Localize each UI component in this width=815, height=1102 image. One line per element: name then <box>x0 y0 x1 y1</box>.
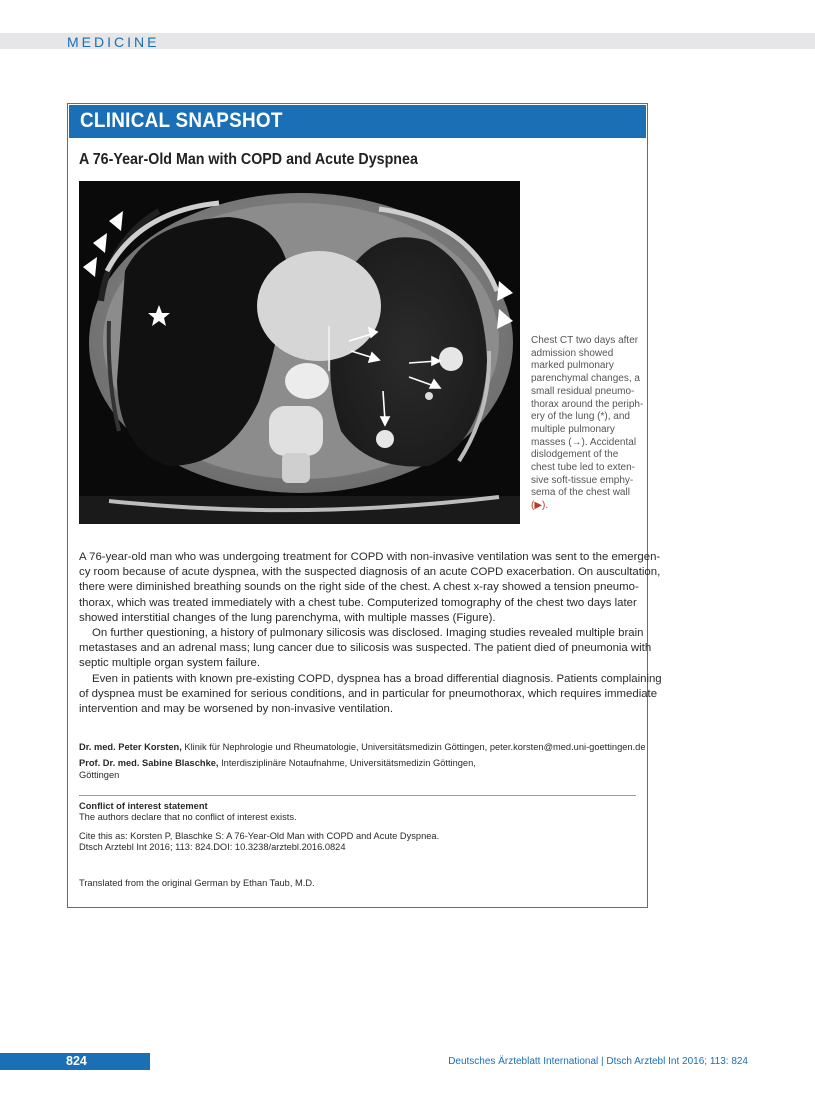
body-line: septic multiple organ system failure. <box>79 657 261 670</box>
caption-line: sema of the chest wall <box>531 487 630 499</box>
caption-line: admission showed <box>531 347 614 359</box>
chest-ct-image <box>79 181 520 524</box>
body-line: metastases and an adrenal mass; lung cancer due to silicosis was suspected. The patient died of pneumonia with <box>79 642 652 655</box>
body-line: On further questioning, a history of pulmonary silicosis was disclosed. Imaging studies revealed multiple brain <box>92 627 644 640</box>
journal-citation: Deutsches Ärzteblatt International | Dtsch Arztebl Int 2016; 113: 824 <box>448 1056 748 1067</box>
divider <box>79 795 636 796</box>
author-blaschke <box>79 757 476 769</box>
article-body <box>79 550 662 717</box>
body-line: thorax, which was treated immediately with a chest tube. Computerized tomography of the chest two days later <box>79 596 637 609</box>
body-line: cy room because of acute dyspnea, with the suspected diagnosis of an acute COPD exacerbation. On auscultation, <box>79 566 661 579</box>
caption-line: parenchymal changes, a <box>531 373 640 385</box>
body-line: showed interstitial changes of the lung parenchyma, with multiple masses (Figure). <box>79 611 496 624</box>
author-name: Prof. Dr. med. Sabine Blaschke, <box>79 758 219 768</box>
citation-line-2: Dtsch Arztebl Int 2016; 113: 824.DOI: 10.3238/arztebl.2016.0824 <box>79 842 346 852</box>
caption-line: Chest CT two days after <box>531 335 639 346</box>
page-number: 824 <box>66 1054 87 1068</box>
caption-line: chest tube led to exten- <box>531 462 635 474</box>
body-line: intervention and may be worsened by non-invasive ventilation. <box>79 703 394 716</box>
caption-line: masses (→). Accidental <box>531 436 637 448</box>
author-name: Dr. med. Peter Korsten, <box>79 742 182 752</box>
caption-line: ery of the lung (*), and <box>531 411 630 423</box>
body-line: of dyspnea must be examined for serious conditions, and in particular for pneumothorax, which requires immediate <box>79 687 658 700</box>
body-line: Even in patients with known pre-existing COPD, dyspnea has a broad differential diagnosis. Patients complaining <box>92 672 662 685</box>
citation-line-1: Cite this as: Korsten P, Blaschke S: A 76-Year-Old Man with COPD and Acute Dyspnea. <box>79 831 440 841</box>
chest-ct-figure <box>79 181 520 524</box>
clinical-snapshot-box <box>67 103 662 908</box>
author-blaschke-city: Göttingen <box>79 770 120 780</box>
caption-line: sive soft-tissue emphy- <box>531 474 634 486</box>
caption-line: dislodgement of the <box>531 449 619 461</box>
banner-title: CLINICAL SNAPSHOT <box>80 109 283 132</box>
caption-line: thorax around the periph- <box>531 398 644 410</box>
caption-line: small residual pneumo- <box>531 385 635 397</box>
section-label: MEDICINE <box>67 34 160 50</box>
caption-line: (▶). <box>531 500 549 512</box>
author-korsten <box>79 741 646 753</box>
caption-line: multiple pulmonary <box>531 423 615 435</box>
author-affiliation: Klinik für Nephrologie und Rheumatologie, Universitätsmedizin Göttingen, peter.korsten@med.uni-goettingen.de <box>181 742 646 752</box>
conflict-heading: Conflict of interest statement <box>79 801 208 811</box>
body-line: there were diminished breathing sounds on the right side of the chest. A chest x-ray showed a tension pneumo- <box>79 581 639 594</box>
caption-line: marked pulmonary <box>531 360 614 372</box>
article-title: A 76-Year-Old Man with COPD and Acute Dyspnea <box>79 151 418 168</box>
author-affiliation: Interdisziplinäre Notaufnahme, Universitätsmedizin Göttingen, <box>218 758 476 768</box>
banner <box>69 105 646 138</box>
conflict-text: The authors declare that no conflict of interest exists. <box>79 812 297 822</box>
translation-note: Translated from the original German by Ethan Taub, M.D. <box>79 878 315 888</box>
body-line: A 76-year-old man who was undergoing treatment for COPD with non-invasive ventilation was sent to the emergen- <box>79 551 661 563</box>
figure-caption <box>531 335 644 513</box>
